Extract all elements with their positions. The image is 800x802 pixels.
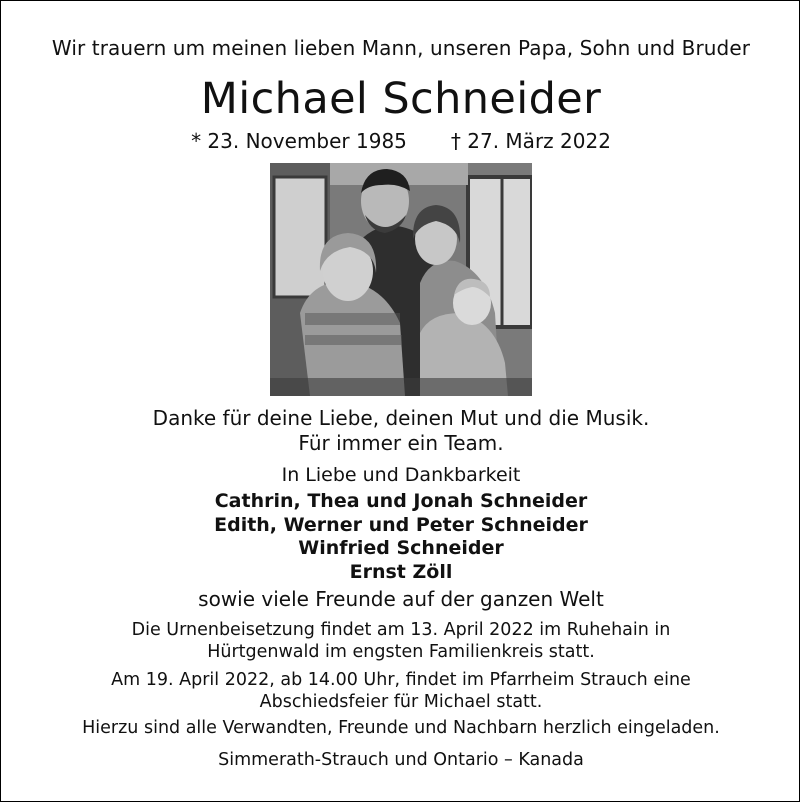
- burial-notice: [1, 619, 800, 663]
- mourner-name: Cathrin, Thea und Jonah Schneider: [214, 490, 588, 512]
- life-dates: [1, 129, 800, 153]
- mourner-name: Ernst Zöll: [349, 560, 453, 583]
- birth-date: * 23. November 1985: [191, 129, 407, 153]
- family-photo: [270, 163, 532, 396]
- location-line: Simmerath-Strauch und Ontario – Kanada: [218, 750, 584, 770]
- ceremony-notice: [1, 669, 800, 713]
- mourner-name: Edith, Werner und Peter Schneider: [214, 513, 588, 536]
- death-date: † 27. März 2022: [450, 129, 611, 153]
- intro-line: Wir trauern um meinen lieben Mann, unseren Papa, Sohn und Bruder: [51, 36, 751, 60]
- burial-line: Die Urnenbeisetzung findet am 13. April 2022 im Ruhehain in: [131, 620, 671, 640]
- mourners-list: [1, 490, 800, 584]
- farewell-message: [1, 406, 800, 456]
- friends-line: sowie viele Freunde auf der ganzen Welt: [198, 587, 604, 611]
- message-line: Für immer ein Team.: [298, 431, 504, 455]
- ceremony-line: Abschiedsfeier für Michael statt.: [259, 692, 543, 712]
- invitation-line: Hierzu sind alle Verwandten, Freunde und Nachbarn herzlich eingeladen.: [82, 718, 720, 738]
- message-line: Danke für deine Liebe, deinen Mut und die Musik.: [152, 406, 650, 430]
- ceremony-line: Am 19. April 2022, ab 14.00 Uhr, findet im Pfarrheim Strauch eine: [111, 670, 691, 690]
- mourners-intro: In Liebe und Dankbarkeit: [281, 464, 521, 486]
- deceased-name: Michael Schneider: [200, 74, 602, 124]
- mourner-name: Winfried Schneider: [298, 537, 504, 559]
- burial-line: Hürtgenwald im engsten Familienkreis statt.: [207, 642, 595, 662]
